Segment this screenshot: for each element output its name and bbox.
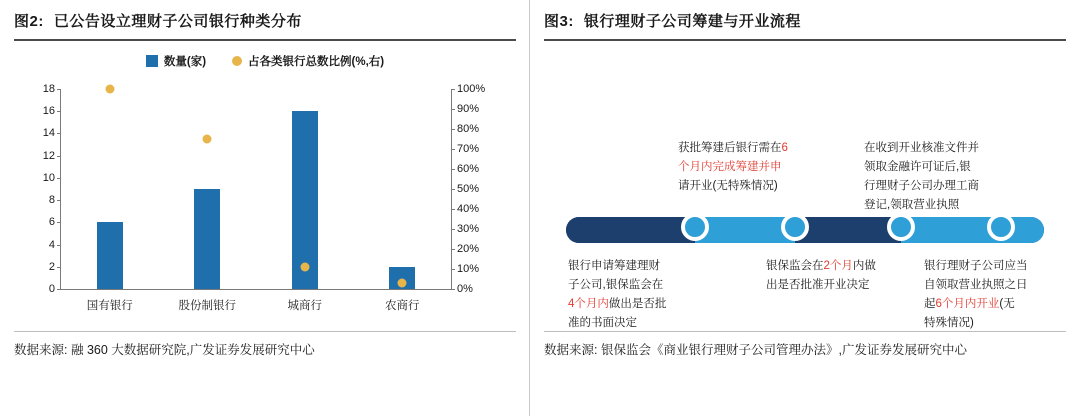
- flow-note-highlight: 个月内完成筹建并申: [678, 160, 782, 173]
- flow-note-text: 银行申请筹建理财: [568, 260, 660, 272]
- y-axis-tick-right: 100%: [451, 83, 485, 95]
- y-axis-tick-right: 50%: [451, 183, 479, 195]
- x-axis-label-4: 农商行: [385, 300, 420, 312]
- y-axis-tick-right: 30%: [451, 223, 479, 235]
- figure-3-source: [530, 332, 1080, 361]
- flow-note-text: 获批筹建后银行需在: [678, 142, 782, 154]
- legend-label-count: 数量(家): [163, 56, 207, 68]
- flow-note-3: [766, 257, 916, 295]
- dot-swatch-icon: [232, 56, 242, 66]
- figure-2-label: 图2:: [14, 13, 44, 30]
- legend-label-ratio: 占各类银行总数比例(%,右): [248, 56, 385, 68]
- bank-type-distribution-chart: [0, 41, 530, 331]
- flow-node-4: [987, 213, 1015, 241]
- flow-note-text: 在收到开业核准文件并: [864, 142, 979, 154]
- x-axis-label-3: 城商行: [287, 300, 322, 312]
- flow-segment-2: [695, 217, 795, 243]
- chart-plot-area: [42, 83, 486, 312]
- flow-note-highlight: 4个月内: [568, 297, 609, 310]
- figure-3-panel: [530, 0, 1080, 416]
- flow-note-text: 领取金融许可证后,银: [864, 160, 971, 173]
- y-axis-tick-left: 0: [49, 283, 61, 295]
- flow-note-line: [568, 314, 718, 333]
- flow-node-2: [781, 213, 809, 241]
- flow-note-line: [864, 196, 1014, 215]
- flow-node-3: [887, 213, 915, 241]
- y-axis-tick-right: 90%: [451, 103, 479, 115]
- flow-note-line: [864, 177, 1014, 196]
- flow-note-text: 内做: [852, 260, 876, 272]
- flow-note-line: [924, 314, 1074, 333]
- flow-note-text: (无: [999, 297, 1015, 310]
- y-axis-tick-right: 70%: [451, 143, 479, 155]
- flow-note-highlight: 2个月: [823, 260, 853, 272]
- y-axis-tick-right: 40%: [451, 203, 479, 215]
- flow-note-text: 自领取营业执照之日: [924, 278, 1028, 291]
- flow-note-text: 登记,领取营业执照: [864, 198, 960, 211]
- wealth-management-subsidiary-flow: [530, 41, 1080, 331]
- ratio-point-4: [398, 279, 407, 288]
- y-axis-tick-right: 60%: [451, 163, 479, 175]
- y-axis-tick-left: 18: [43, 83, 61, 95]
- flow-note-line: [568, 257, 718, 276]
- flow-note-1: [568, 257, 718, 333]
- flow-note-text: 起: [924, 297, 936, 310]
- legend-item-ratio: [232, 53, 384, 69]
- bar-2: [194, 189, 220, 289]
- flow-note-line: [924, 257, 1074, 276]
- bar-1: [97, 222, 123, 289]
- flow-note-text: 做出是否批: [608, 297, 667, 310]
- flow-note-4: [864, 139, 1014, 215]
- flow-note-text: 行理财子公司办理工商: [864, 179, 979, 192]
- figure-2-source-text: 融 360 大数据研究院,广发证券发展研究中心: [70, 343, 315, 357]
- figure-3-title-row: [530, 0, 1080, 37]
- flow-note-line: [924, 276, 1074, 295]
- flow-note-text: 请开业(无特殊情况): [678, 179, 778, 192]
- flow-note-highlight: 6: [781, 142, 788, 154]
- figure-3-title: 银行理财子公司筹建与开业流程: [583, 13, 801, 30]
- flow-segment-3: [795, 217, 900, 243]
- y-axis-tick-left: 12: [43, 150, 61, 162]
- flow-note-line: [678, 177, 828, 196]
- y-axis-tick-right: 80%: [451, 123, 479, 135]
- flow-node-1: [681, 213, 709, 241]
- figure-3-source-text: 银保监会《商业银行理财子公司管理办法》,广发证券发展研究中心: [600, 343, 967, 357]
- figure-2-source: [0, 332, 530, 361]
- y-axis-tick-left: 4: [49, 239, 61, 251]
- bar-swatch-icon: [146, 55, 158, 67]
- figure-2-panel: [0, 0, 530, 416]
- flow-note-line: [864, 158, 1014, 177]
- ratio-point-3: [300, 263, 309, 272]
- flow-note-line: [678, 158, 828, 177]
- flow-note-text: 银保监会在: [766, 260, 824, 272]
- ratio-point-1: [105, 85, 114, 94]
- y-axis-tick-left: 8: [49, 194, 61, 206]
- x-axis-label-2: 股份制银行: [178, 300, 236, 312]
- y-axis-tick-left: 10: [43, 172, 61, 184]
- figure-3-label: 图3:: [544, 13, 574, 30]
- y-axis-tick-left: 14: [43, 127, 61, 139]
- y-axis-tick-left: 2: [49, 261, 61, 273]
- flow-segment-1: [566, 217, 695, 243]
- legend-item-count: [146, 53, 206, 69]
- x-axis-label-1: 国有银行: [86, 300, 133, 312]
- ratio-point-2: [203, 135, 212, 144]
- flow-note-line: [568, 276, 718, 295]
- flow-note-line: [924, 295, 1074, 314]
- figure-2-title-row: [0, 0, 530, 37]
- flow-note-text: 子公司,银保监会在: [568, 278, 664, 291]
- flow-note-text: 出是否批准开业决定: [766, 278, 870, 291]
- flow-note-line: [766, 257, 916, 276]
- y-axis-tick-left: 16: [43, 105, 61, 117]
- flow-note-line: [568, 295, 718, 314]
- y-axis-tick-left: 6: [49, 216, 61, 228]
- flow-note-5: [924, 257, 1074, 333]
- figure-3-source-label: 数据来源:: [544, 343, 598, 357]
- chart-legend: [0, 53, 530, 69]
- flow-note-line: [864, 139, 1014, 158]
- flow-note-highlight: 6个月内开业: [935, 297, 1000, 310]
- y-axis-tick-right: 20%: [451, 243, 479, 255]
- flow-note-2: [678, 139, 828, 196]
- figure-2-title: 已公告设立理财子公司银行种类分布: [53, 13, 302, 30]
- flow-note-text: 特殊情况): [924, 316, 974, 329]
- flow-note-line: [678, 139, 828, 158]
- flow-note-text: 准的书面决定: [568, 316, 637, 329]
- flow-segment-4: [901, 217, 1044, 243]
- flow-note-text: 银行理财子公司应当: [924, 260, 1028, 272]
- y-axis-tick-right: 10%: [451, 263, 479, 275]
- flow-note-line: [766, 276, 916, 295]
- y-axis-tick-right: 0%: [451, 283, 473, 295]
- figure-2-source-label: 数据来源:: [14, 343, 68, 357]
